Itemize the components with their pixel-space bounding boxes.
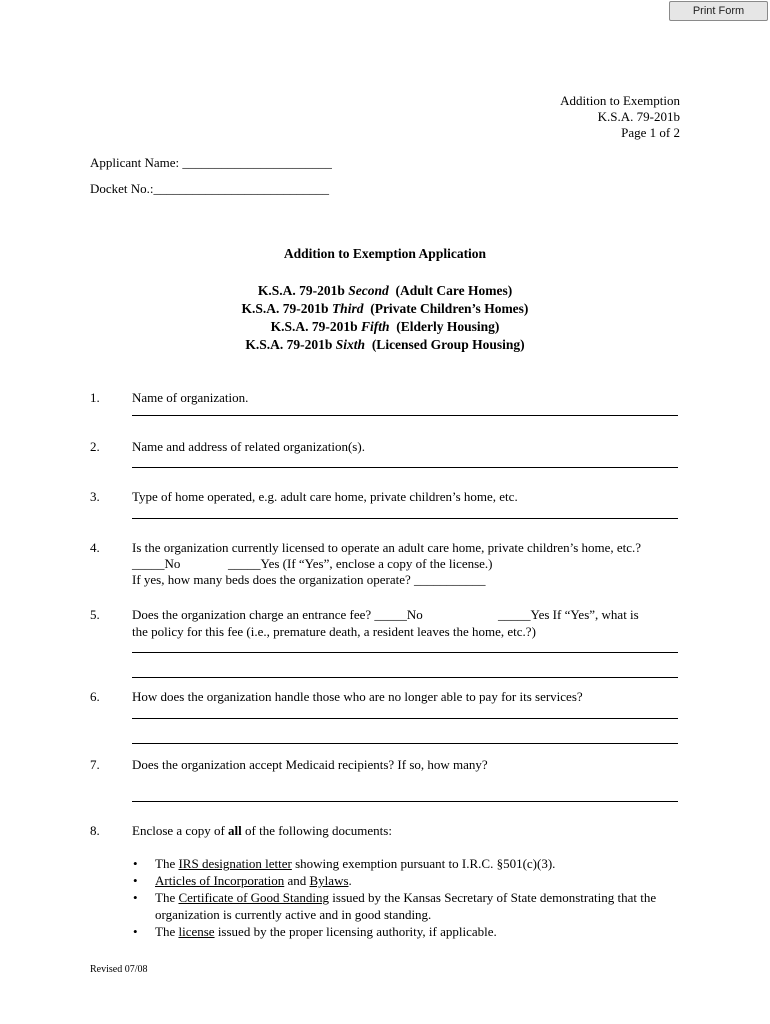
header-statute: K.S.A. 79-201b [597,109,680,124]
answer-line[interactable] [132,677,678,678]
header-form-name: Addition to Exemption [560,93,680,108]
list-item: • The Certificate of Good Standing issued by the Kansas Secretary of State demonstrating that the organization is currently active and in good standing. [132,889,692,923]
list-item: • The IRS designation letter showing exemption pursuant to I.R.C. §501(c)(3). [132,855,692,872]
required-documents-list [132,855,692,940]
question-number: 1. [90,390,100,405]
answer-line[interactable] [132,415,678,416]
question-number: 4. [90,540,100,555]
question-text: How does the organization handle those who are no longer able to pay for its services? [132,689,583,704]
licensed-no-option[interactable]: _____No [132,556,181,571]
question-number: 2. [90,439,100,454]
statute-line: K.S.A. 79-201b Second (Adult Care Homes) [257,283,513,298]
print-form-button[interactable]: Print Form [669,1,768,21]
question-text: Type of home operated, e.g. adult care home, private children’s home, etc. [132,489,518,504]
answer-line[interactable] [132,467,678,468]
answer-line[interactable] [132,718,678,719]
question-number: 3. [90,489,100,504]
answer-line[interactable] [132,652,678,653]
beds-count-field[interactable]: If yes, how many beds does the organization operate? ___________ [132,572,486,587]
entrance-fee-yes-option[interactable]: _____Yes If “Yes”, what is [498,607,639,622]
list-item: • The license issued by the proper licensing authority, if applicable. [132,923,692,940]
answer-line[interactable] [132,801,678,802]
question-text: Name and address of related organization(s). [132,439,365,454]
question-number: 5. [90,607,100,622]
statute-line: K.S.A. 79-201b Fifth (Elderly Housing) [270,319,500,334]
licensed-yes-option[interactable]: _____Yes (If “Yes”, enclose a copy of the license.) [228,556,493,571]
statute-line: K.S.A. 79-201b Third (Private Children’s Homes) [241,301,529,316]
question-number: 6. [90,689,100,704]
question-text: the policy for this fee (i.e., premature death, a resident leaves the home, etc.?) [132,624,536,639]
header-page-number: Page 1 of 2 [621,125,680,140]
question-text: Enclose a copy of all of the following documents: [132,823,392,838]
answer-line[interactable] [132,743,678,744]
question-text: Is the organization currently licensed to operate an adult care home, private children’s home, etc.? [132,540,642,555]
header-block [460,93,680,141]
page-title: Addition to Exemption Application [283,246,487,261]
answer-line[interactable] [132,518,678,519]
question-number: 7. [90,757,100,772]
revision-date: Revised 07/08 [90,964,148,975]
docket-number-field[interactable]: Docket No.:___________________________ [90,181,330,196]
entrance-fee-no-option[interactable]: Does the organization charge an entrance fee? _____No [132,607,423,622]
list-item: • Articles of Incorporation and Bylaws. [132,872,692,889]
applicant-name-field[interactable]: Applicant Name: _______________________ [90,155,332,170]
statute-line: K.S.A. 79-201b Sixth (Licensed Group Housing) [245,337,525,352]
question-text: Name of organization. [132,390,249,405]
question-number: 8. [90,823,100,838]
question-text: Does the organization accept Medicaid recipients? If so, how many? [132,757,488,772]
